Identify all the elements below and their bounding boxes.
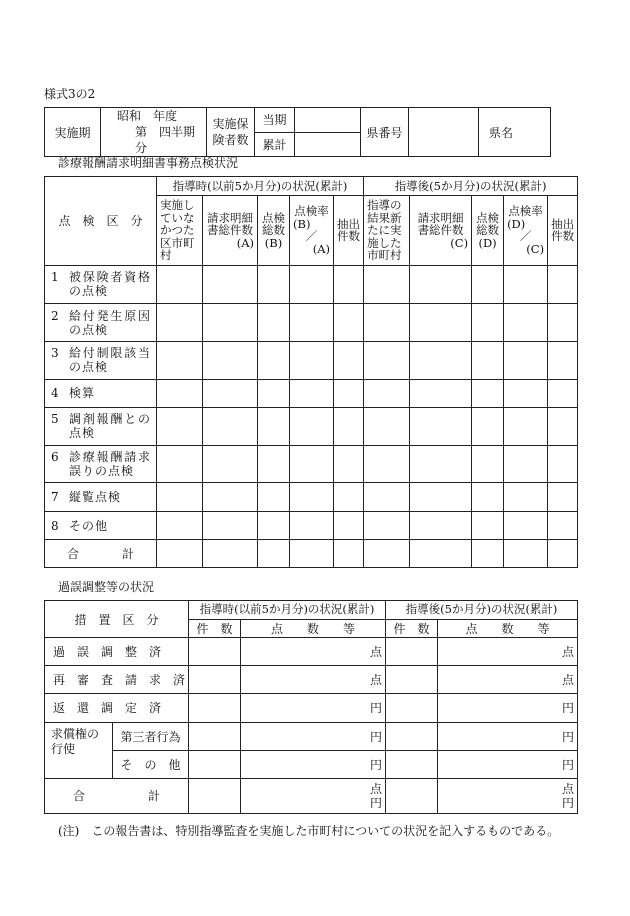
cumulative-value[interactable]: [295, 132, 361, 157]
era-year-quarter[interactable]: [101, 108, 207, 157]
measure-row-label: 過 誤 調 整 済: [45, 638, 189, 666]
points-cell[interactable]: 円: [438, 722, 578, 750]
insured-label: [207, 108, 255, 157]
pref-no-label: 県番号: [361, 108, 409, 157]
adjustment-table: [44, 600, 578, 814]
before-guidance-header: 指導時(以前5か月分)の状況(累計): [157, 177, 364, 196]
count-header-before: 件 数: [189, 619, 241, 638]
check-row-label: 1 被保険者資格の点検: [45, 265, 157, 304]
check-row-label: 2 給付発生原因の点検: [45, 304, 157, 342]
points-cell[interactable]: 点: [438, 638, 578, 666]
check-row-label: 3 給付制限該当の点検: [45, 341, 157, 379]
col-extracted-count-after: 抽出 件数: [548, 196, 578, 265]
points-cell[interactable]: 円: [241, 694, 386, 722]
form-id: 様式3の2: [44, 87, 96, 101]
period-label: 実施期: [45, 108, 101, 157]
pref-no-value[interactable]: [409, 108, 479, 157]
claim-right-label: 求償権の 行使: [45, 722, 113, 778]
col-not-implemented: 実施し ていな かつた 区市町 村: [157, 196, 203, 265]
period-table: [44, 107, 551, 157]
points-cell[interactable]: 点: [241, 638, 386, 666]
before-guidance-header-2: 指導時(以前5か月分)の状況(累計): [189, 601, 386, 620]
claim-other-label: そ の 他: [113, 750, 189, 778]
total-row-label: 合 計: [45, 540, 157, 568]
check-category-header: 点 検 区 分: [45, 177, 157, 266]
after-guidance-header: 指導後(5か月分)の状況(累計): [364, 177, 578, 196]
col-check-rate-ba: 点検率 (B) ／ (A): [290, 196, 334, 265]
cumulative-label: 累計: [255, 132, 295, 157]
count-header-after: 件 数: [386, 619, 438, 638]
measure-row-label: 返 還 調 定 済: [45, 694, 189, 722]
after-guidance-header-2: 指導後(5か月分)の状況(累計): [386, 601, 578, 620]
quarter: 第 四半期分: [135, 125, 196, 155]
section2-title: 過誤調整等の状況: [58, 580, 155, 594]
total-points-cell[interactable]: 点 円: [438, 778, 578, 813]
col-total-checks-b: 点検 総数 (B): [258, 196, 290, 265]
col-extracted-count: 抽出 件数: [334, 196, 364, 265]
col-total-checks-d: 点検 総数 (D): [472, 196, 504, 265]
pref-name-label: 県名: [489, 125, 514, 140]
measure-row-label: 再 審 査 請 求 済: [45, 666, 189, 694]
check-row-label: 5 調剤報酬との点検: [45, 408, 157, 446]
footnote: (注) この報告書は、特別指導監査を実施した市町村についての状況を記入するものである。: [58, 824, 560, 838]
check-row-label: 8 その他: [45, 511, 157, 540]
total-row-label-2: 合 計: [45, 778, 189, 813]
check-row-label: 6 診療報酬請求誤りの点検: [45, 445, 157, 483]
claim-third-party-label: 第三者行為: [113, 722, 189, 750]
points-cell[interactable]: 円: [438, 750, 578, 778]
check-row-label: 7 縦覧点検: [45, 483, 157, 512]
col-newly-implemented: 指導の 結果新 たに実 施した 市町村: [364, 196, 410, 265]
col-check-rate-dc: 点検率 (D) ／ (C): [504, 196, 548, 265]
measure-category-header: 措 置 区 分: [45, 601, 189, 638]
section1-title: 診療報酬請求明細書事務点検状況: [58, 156, 239, 170]
points-cell[interactable]: 円: [241, 722, 386, 750]
points-cell[interactable]: 点: [241, 666, 386, 694]
audit-status-table: [44, 176, 578, 568]
points-cell[interactable]: 点: [438, 666, 578, 694]
current-label: 当期: [255, 108, 295, 133]
current-value[interactable]: [295, 108, 361, 133]
total-points-cell[interactable]: 点 円: [241, 778, 386, 813]
insured-label-line1: 実施保: [212, 117, 249, 131]
points-header-before: 点 数 等: [241, 619, 386, 638]
pref-name-cell[interactable]: [479, 108, 551, 157]
insured-label-line2: 険者数: [212, 133, 249, 147]
points-cell[interactable]: 円: [438, 694, 578, 722]
points-header-after: 点 数 等: [438, 619, 578, 638]
col-total-claims-a: 請求明細 書総件数 (A): [203, 196, 258, 265]
check-row-label: 4 検算: [45, 379, 157, 408]
col-total-claims-c: 請求明細 書総件数 (C): [410, 196, 472, 265]
points-cell[interactable]: 円: [241, 750, 386, 778]
era-year: 昭和 年度: [117, 109, 178, 123]
